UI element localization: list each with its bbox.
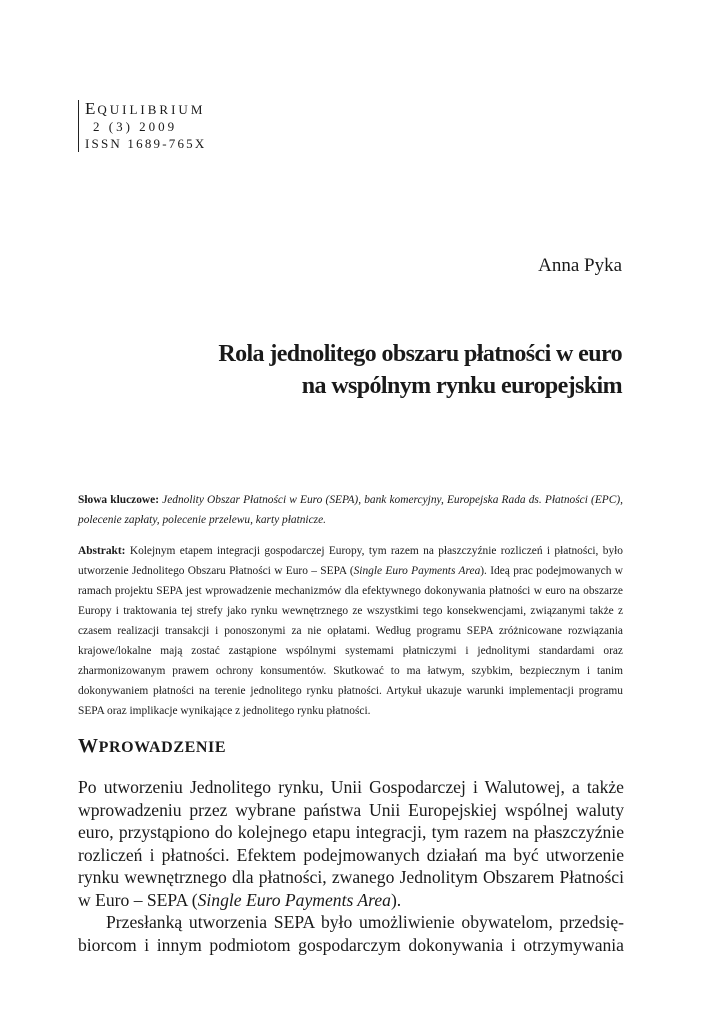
paragraph-1 bbox=[78, 776, 624, 911]
body-text bbox=[78, 776, 624, 956]
journal-name bbox=[85, 100, 206, 118]
body-line: Po utworzeniu Jednolitego rynku, Unii Gospodarczej i Walutowej, a także bbox=[78, 777, 624, 797]
body-line: euro, przystąpiono do kolejnego etapu integracji, tym razem na płaszczyźnie bbox=[78, 822, 624, 842]
body-line-text: ). bbox=[390, 889, 402, 910]
paragraph-2 bbox=[78, 911, 624, 956]
body-line: rynku wewnętrznego dla płatności, zwanego Jednolitym Obszarem Płatności bbox=[78, 867, 624, 887]
body-line: biorcom i innym podmiotom gospodarczym dokonywania i otrzymywania bbox=[78, 934, 624, 955]
body-line: rozliczeń i płatności. Efektem podejmowanych działań ma być utworzenie bbox=[78, 844, 624, 865]
journal-masthead bbox=[78, 100, 206, 152]
section-heading-initial: W bbox=[78, 735, 99, 757]
title-line-1: Rola jednolitego obszaru płatności w euro bbox=[218, 341, 622, 367]
keywords-label: Słowa kluczowe: bbox=[78, 494, 159, 506]
keywords-block bbox=[78, 490, 623, 530]
abstract-text-end: ). Ideą prac podejmowanych w ramach projektu SEPA jest wprowadzenie mechanizmów dla efektywnego dokonywania płatności w euro na obszarze Europy i traktowania tej strefy jako rynku wewnętrznego ze wszystkimi tego konsekwencjami, związanymi także z czasem realizacji transakcji i ponoszonymi za nie opłatami. Według programu SEPA zróżnicowane rozwiązania krajowe/lokalne mają zostać zastąpione wspólnymi systemami płatniczymi i jednolitymi standardami oraz zharmonizowanym prawem ochrony konsumentów. Skutkować to ma łatwym, szybkim, bezpiecznym i tanim dokonywaniem płatności na terenie jednolitego rynku płatności. Artykuł ukazuje warunki implementacji programu SEPA oraz implikacje wynikające z jednolitego rynku płatności. bbox=[78, 565, 623, 717]
journal-issn: ISSN 1689-765X bbox=[85, 136, 207, 151]
body-line: Przesłanką utworzenia SEPA było umożliwienie obywatelom, przedsię- bbox=[106, 912, 624, 932]
section-heading-rest: PROWADZENIE bbox=[98, 739, 227, 756]
title-line-2: na wspólnym rynku europejskim bbox=[301, 373, 622, 399]
journal-name-initial: E bbox=[85, 99, 98, 118]
abstract-label: Abstrakt: bbox=[78, 545, 126, 557]
author-name: Anna Pyka bbox=[538, 255, 622, 276]
abstract-block bbox=[78, 541, 623, 721]
section-heading bbox=[78, 735, 226, 758]
keywords-text: Jednolity Obszar Płatności w Euro (SEPA), bank komercyjny, Europejska Rada ds. Płatności (EPC), polecenie zapłaty, polecenie przelewu, karty płatnicze. bbox=[78, 494, 623, 526]
abstract-italic-term: Single Euro Payments Area bbox=[353, 565, 481, 577]
body-line bbox=[78, 889, 624, 912]
journal-name-rest: QUILIBRIUM bbox=[97, 102, 206, 117]
article-title bbox=[102, 338, 622, 402]
journal-issue: 2 (3) 2009 bbox=[93, 119, 178, 134]
body-italic-term: Single Euro Payments Area bbox=[197, 889, 391, 910]
abstract-text-start: Kolejnym etapem integracji gospodarczej Europy, tym razem na płaszczyźnie rozliczeń i płatności, było utworzenie Jednolitego Obszaru Płatności w Euro – SEPA ( bbox=[78, 545, 623, 577]
body-line-text: w Euro – SEPA ( bbox=[78, 889, 198, 910]
body-line: wprowadzeniu przez wybrane państwa Unii Europejskiej wspólnej waluty bbox=[78, 799, 624, 820]
